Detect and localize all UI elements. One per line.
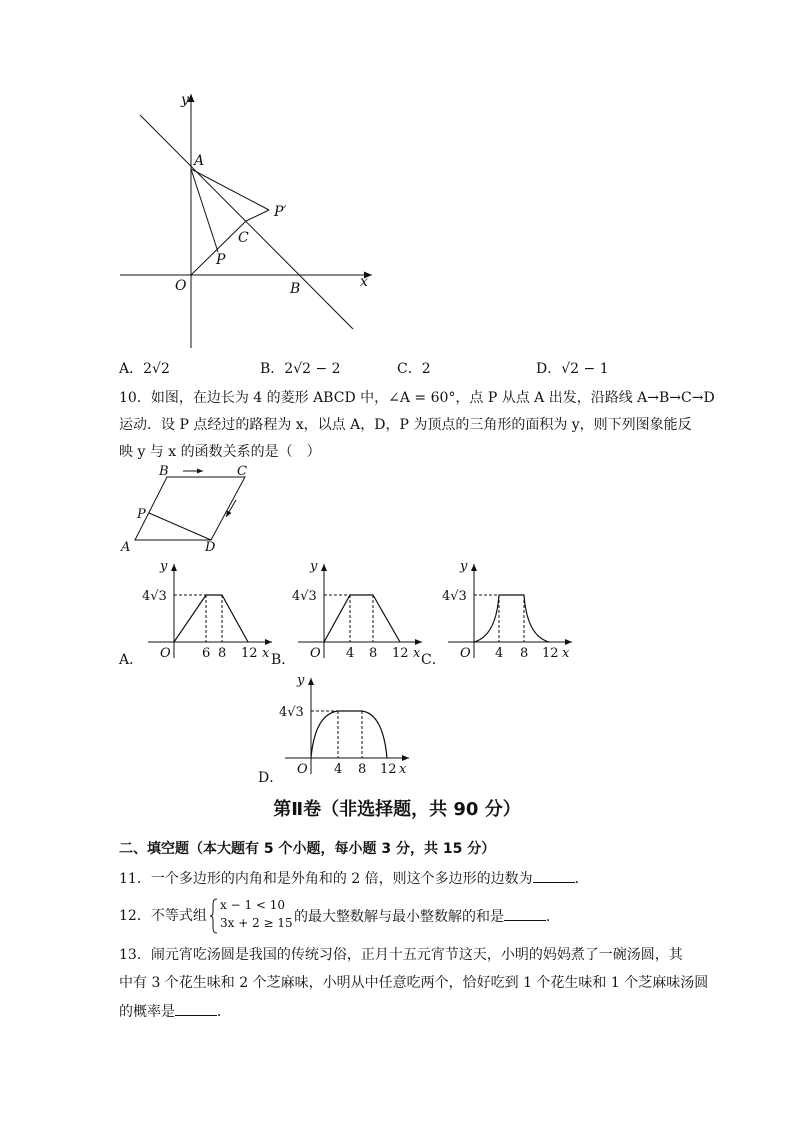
q9-option-b-text: 2√2 − 2	[284, 361, 341, 377]
fig9-label-C: C	[238, 230, 249, 246]
rhombus-figure	[115, 465, 265, 555]
q10-line-3: 映 y 与 x 的函数关系的是（ ）	[119, 444, 321, 460]
graph-a-ymark: 4√3	[142, 589, 167, 604]
q13-line-3: 的概率是	[119, 1004, 175, 1020]
graph-c-tick-1: 4	[495, 646, 504, 661]
graph-b-ylabel: y	[310, 559, 318, 574]
q12-brace	[209, 898, 219, 934]
q13-line-2: 中有 3 个花生味和 2 个芝麻味，小明从中任意吃两个，恰好吃到 1 个花生味和 1 个芝麻味汤圆	[119, 975, 709, 991]
q9-option-b	[260, 359, 341, 379]
graph-b	[288, 558, 428, 666]
q11-answer-blank[interactable]	[533, 868, 575, 883]
rhombus-label-P: P	[137, 507, 146, 522]
graph-d-tick-2: 8	[358, 762, 367, 777]
graph-a-letter: A．	[119, 652, 144, 668]
fig9-label-P: P	[216, 252, 226, 268]
fig9-label-O: O	[175, 278, 187, 294]
graph-b-letter: B．	[271, 652, 296, 668]
q13-answer-blank[interactable]	[175, 1001, 217, 1016]
graph-d-tick-3: 12	[380, 762, 397, 777]
part2-title: 第Ⅱ卷（非选择题，共 90 分）	[273, 799, 521, 820]
q13-end: ．	[217, 1004, 231, 1020]
q9-option-d-letter: D．	[536, 361, 562, 377]
graph-d-letter: D．	[258, 770, 284, 786]
graph-b-xlabel: x	[413, 646, 421, 661]
q12-suffix: 的最大整数解与最小整数解的和是	[294, 909, 504, 925]
q9-option-d	[536, 359, 609, 379]
graph-a-ylabel: y	[160, 559, 168, 574]
graph-b-tick-2: 8	[369, 646, 378, 661]
q9-option-a-text: 2√2	[143, 361, 170, 377]
graph-a-tick-3: 12	[241, 646, 258, 661]
fig9-label-y: y	[181, 92, 189, 108]
graph-a-origin: O	[160, 646, 171, 661]
q9-option-c-letter: C．	[397, 361, 422, 377]
rhombus-label-D: D	[205, 540, 216, 555]
q13-line-3-wrap	[119, 1001, 231, 1022]
graph-b-origin: O	[310, 646, 321, 661]
fig9-label-B: B	[290, 281, 301, 297]
graph-a	[138, 558, 278, 666]
q12-inequality-2: 3x + 2 ≥ 15	[220, 916, 293, 930]
rhombus-label-C: C	[237, 465, 247, 479]
fig9-label-x: x	[360, 274, 368, 290]
q9-option-d-text: √2 − 1	[561, 361, 609, 377]
q11-end: ．	[574, 871, 589, 887]
section2-title: 二、填空题（本大题有 5 个小题，每小题 3 分，共 15 分）	[119, 841, 496, 857]
graph-c-ymark: 4√3	[442, 589, 467, 604]
q9-option-c	[397, 359, 431, 379]
graph-d-ylabel: y	[297, 673, 305, 688]
graph-d-ymark: 4√3	[279, 705, 304, 720]
q13-line-1: 13．闹元宵吃汤圆是我国的传统习俗，正月十五元宵节这天，小明的妈妈煮了一碗汤圆，其	[119, 947, 683, 963]
graph-c	[438, 558, 578, 666]
q10-line-1: 10．如图，在边长为 4 的菱形 ABCD 中，∠A = 60°，点 P 从点 A 出发，沿路线 A→B→C→D	[119, 390, 715, 406]
q11-text: 11．一个多边形的内角和是外角和的 2 倍，则这个多边形的边数为	[119, 871, 533, 887]
q11	[119, 868, 589, 889]
rhombus-label-B: B	[159, 465, 169, 479]
rhombus-label-A: A	[121, 540, 131, 555]
q10-line-2: 运动．设 P 点经过的路程为 x，以点 A，D，P 为顶点的三角形的面积为 y，则下列图象能反	[119, 417, 692, 433]
graph-b-tick-1: 4	[346, 646, 355, 661]
graph-d-tick-1: 4	[334, 762, 343, 777]
q9-option-c-text: 2	[421, 361, 431, 377]
graph-a-xlabel: x	[262, 646, 270, 661]
graph-d-origin: O	[297, 762, 308, 777]
q12-prefix: 12．不等式组	[119, 908, 207, 924]
q12-inequality-1: x − 1 < 10	[220, 898, 286, 912]
graph-b-ymark: 4√3	[292, 589, 317, 604]
fig9-label-Pprime: P′	[274, 204, 287, 220]
q12-end: ．	[546, 909, 560, 925]
graph-d-xlabel: x	[399, 762, 407, 777]
q12-suffix-wrap	[294, 906, 560, 927]
graph-a-tick-2: 8	[218, 646, 227, 661]
graph-c-ylabel: y	[460, 559, 468, 574]
graph-c-letter: C．	[421, 652, 446, 668]
graph-c-tick-2: 8	[520, 646, 529, 661]
q9-option-a	[119, 359, 170, 379]
fig9-label-A: A	[194, 153, 205, 169]
graph-c-tick-3: 12	[542, 646, 559, 661]
graph-c-origin: O	[460, 646, 471, 661]
q9-option-a-letter: A．	[119, 361, 144, 377]
q12-answer-blank[interactable]	[504, 906, 546, 921]
graph-c-xlabel: x	[562, 646, 570, 661]
graph-b-tick-3: 12	[392, 646, 409, 661]
graph-a-tick-1: 6	[202, 646, 211, 661]
q9-option-b-letter: B．	[260, 361, 285, 377]
q9-figure	[110, 88, 380, 358]
graph-d	[275, 672, 415, 780]
